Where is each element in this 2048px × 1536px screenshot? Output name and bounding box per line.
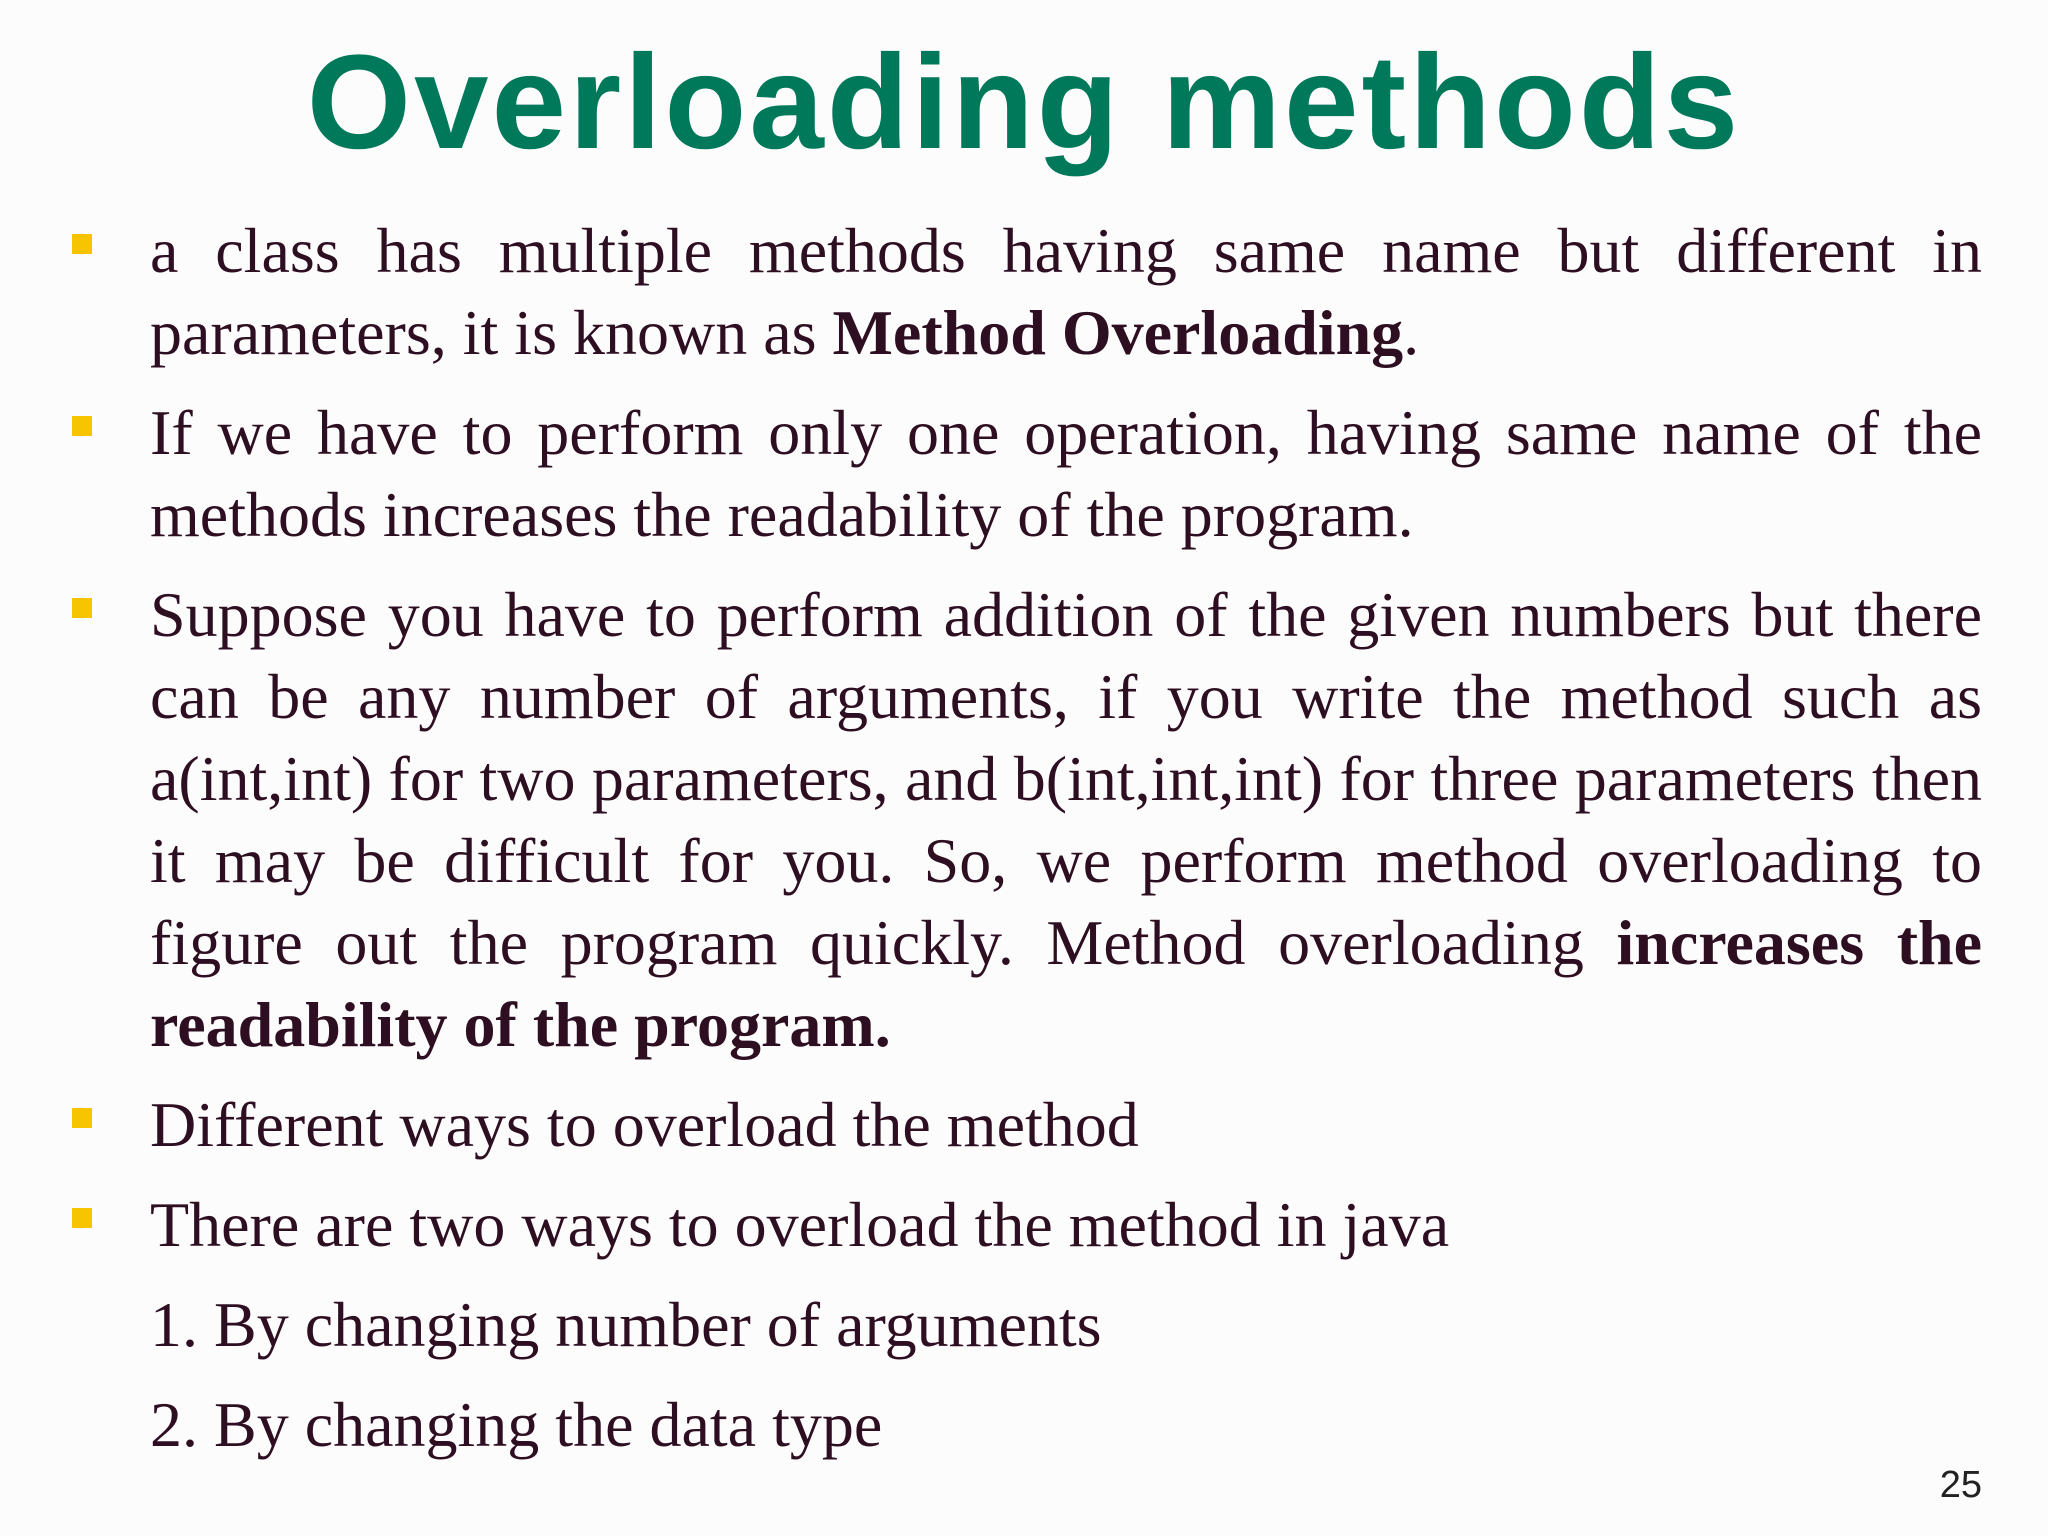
numbered-text: 1. By changing number of arguments <box>150 1289 1102 1360</box>
square-bullet-icon <box>72 1108 92 1128</box>
bullet-text: There are two ways to overload the method in java <box>150 1189 1450 1260</box>
bullet-item <box>150 1084 1982 1166</box>
numbered-item <box>150 1284 1982 1366</box>
square-bullet-icon <box>72 416 92 436</box>
square-bullet-icon <box>72 1208 92 1228</box>
slide-title: Overloading methods <box>306 28 1742 177</box>
bullet-text: a class has multiple methods having same name but different in parameters, it is known as <box>150 215 1982 368</box>
bullet-bold-text: increases the readability of the program. <box>150 907 1983 1060</box>
bullet-item <box>150 1184 1982 1266</box>
numbered-text: 2. By changing the data type <box>150 1389 883 1460</box>
bullet-bold-text: Method Overloading <box>832 297 1404 368</box>
bullet-item <box>150 392 1982 556</box>
bullet-text: Different ways to overload the method <box>150 1089 1139 1160</box>
bullet-text: Suppose you have to perform addition of the given numbers but there can be any number of arguments, if you write the method such as a(int,int) for two parameters, and b(int,int,int) for three parameters then it may be difficult for you. So, we perform method overloading to figure out the program quickly. Method overloading <box>150 579 1982 978</box>
bullet-list <box>150 210 1982 1484</box>
bullet-text-end: . <box>1403 297 1420 368</box>
bullet-item <box>150 210 1982 374</box>
square-bullet-icon <box>72 598 92 618</box>
bullet-item <box>150 574 1982 1066</box>
numbered-item <box>150 1384 1982 1466</box>
square-bullet-icon <box>72 234 92 254</box>
page-number: 25 <box>1939 1464 1982 1506</box>
bullet-text: If we have to perform only one operation, having same name of the methods increases the readability of the program. <box>150 397 1982 550</box>
